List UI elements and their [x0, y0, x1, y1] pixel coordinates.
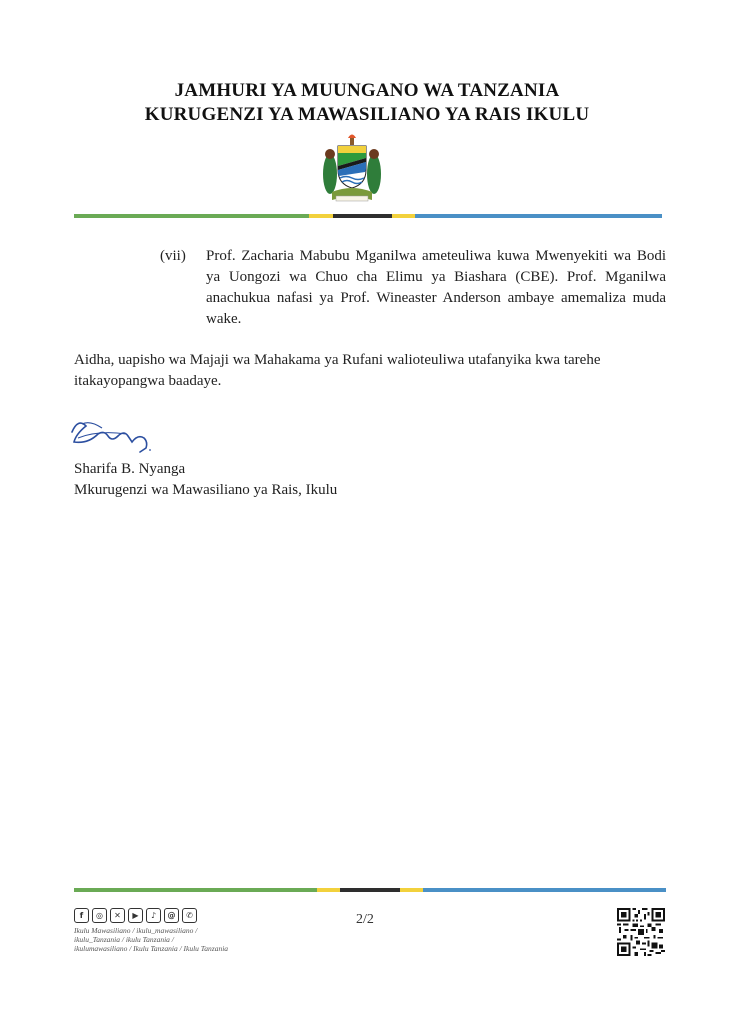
social-handles-line-3: ikulumawasiliano / Ikulu Tanzania / Ikulu Tanzania: [74, 944, 229, 953]
signatory-title: Mkurugenzi wa Mawasiliano ya Rais, Ikulu: [74, 482, 338, 498]
header-title-line-1: JAMHURI YA MUUNGANO WA TANZANIA: [174, 80, 560, 101]
body-paragraph: Aidha, uapisho wa Majaji wa Mahakama ya Rufani walioteuliwa utafanyika kwa tarehe itakayopangwa baadaye.: [74, 352, 601, 389]
social-icons-row: [74, 908, 197, 923]
qr-code-icon[interactable]: [617, 908, 665, 956]
threads-icon[interactable]: @: [164, 908, 179, 923]
whatsapp-icon[interactable]: ✆: [182, 908, 197, 923]
tiktok-icon[interactable]: ♪: [146, 908, 161, 923]
page-number: 2/2: [356, 912, 374, 927]
handwritten-signature: [68, 412, 156, 456]
header-divider-stripe: [74, 214, 662, 218]
list-item-text: Prof. Zacharia Mabubu Mganilwa ameteuliwa kuwa Mwenyekiti wa Bodi ya Uongozi wa Chuo cha Elimu ya Biashara (CBE). Prof. Mganilwa anachukua nafasi ya Prof. Wineaster Anderson ambaye amemaliza muda wake.: [206, 248, 666, 327]
header-title-line-2: KURUGENZI YA MAWASILIANO YA RAIS IKULU: [144, 104, 590, 125]
instagram-icon[interactable]: ◎: [92, 908, 107, 923]
youtube-icon[interactable]: ▶: [128, 908, 143, 923]
facebook-icon[interactable]: f: [74, 908, 89, 923]
signatory-name: Sharifa B. Nyanga: [74, 461, 186, 477]
social-handles-line-1: Ikulu Mawasiliano / ikulu_mawasiliano /: [74, 926, 198, 935]
social-handles: [74, 926, 254, 953]
list-item-number: (vii): [160, 248, 186, 264]
tanzania-coat-of-arms-icon: [318, 134, 386, 204]
x-icon[interactable]: ✕: [110, 908, 125, 923]
footer-divider-stripe: [74, 888, 666, 892]
social-handles-line-2: ikulu_Tanzania / ikulu Tanzania /: [74, 935, 174, 944]
